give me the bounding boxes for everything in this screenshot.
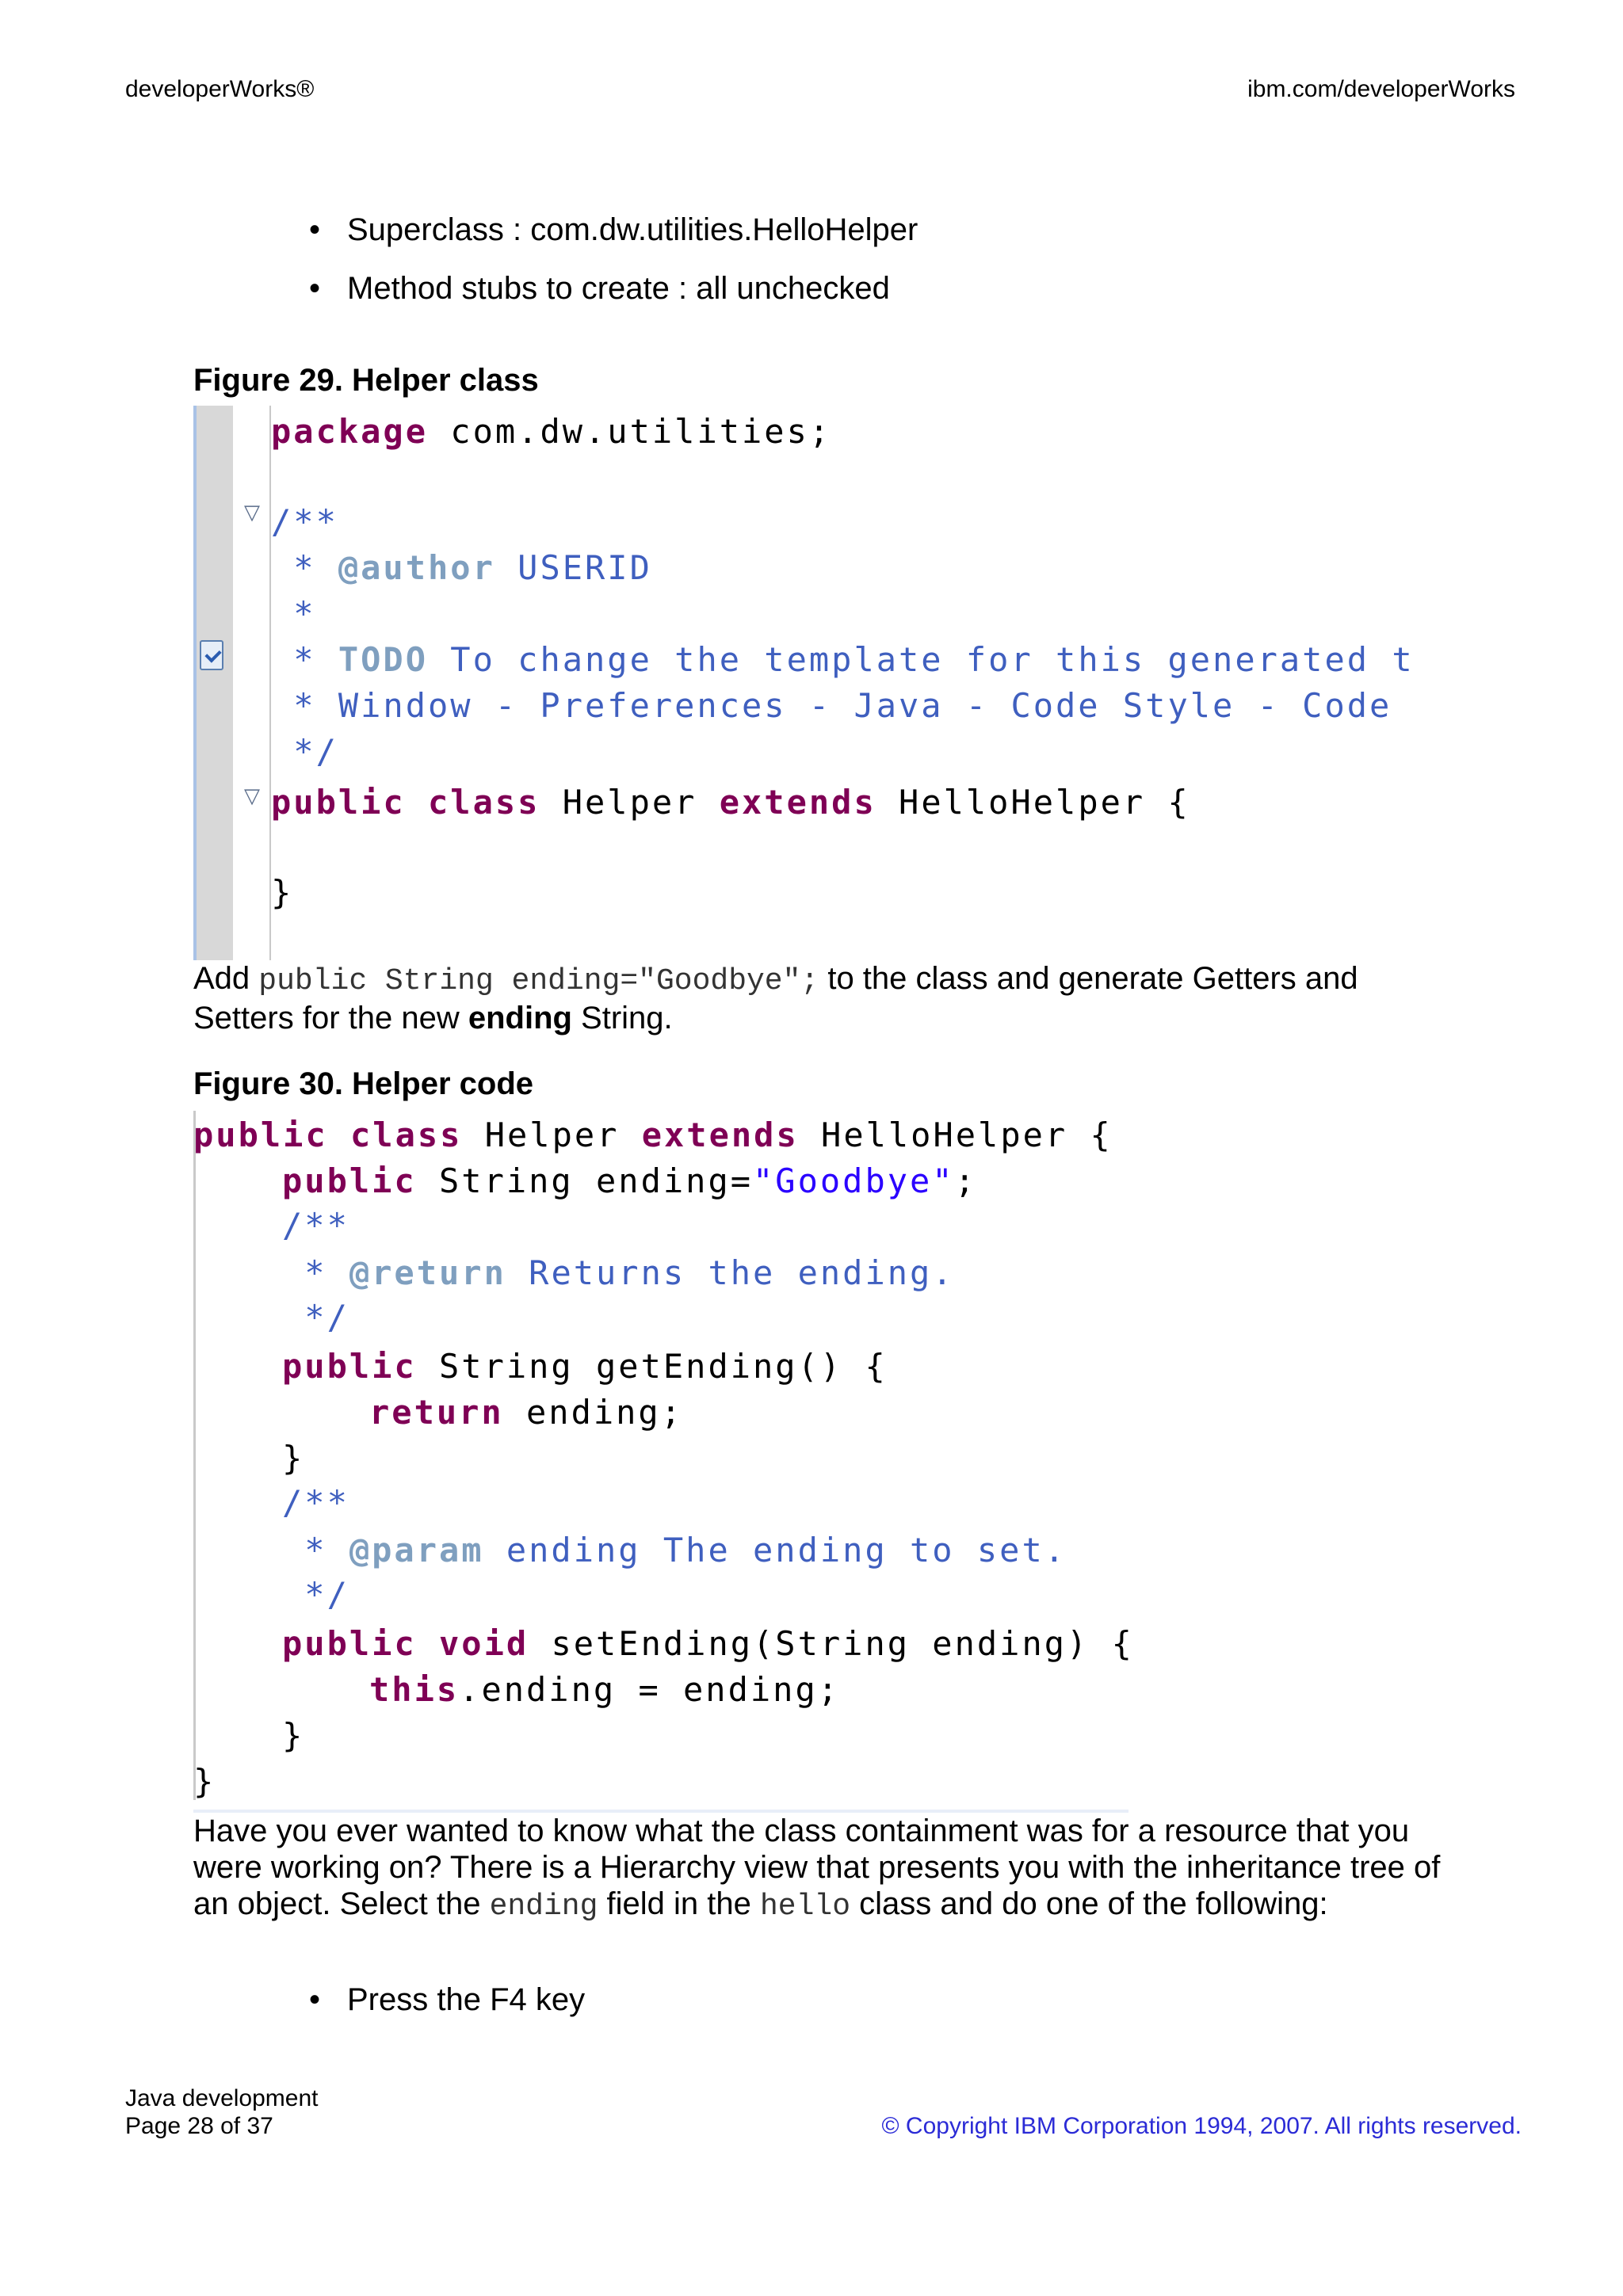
figure-30-caption: Figure 30. Helper code [193,1066,534,1101]
code-line: public String ending="Goodbye"; [282,1161,977,1200]
code-line: public void setEnding(String ending) { [282,1624,1134,1663]
inline-code: hello [759,1890,851,1924]
code-line: return ending; [369,1393,684,1432]
list-item-text: Press the F4 key [347,1982,586,2017]
code-line: } [193,1762,216,1801]
code-line: package com.dw.utilities; [271,412,832,451]
fold-collapse-icon[interactable]: ▽ [244,501,260,524]
header-brand: developerWorks® [125,76,315,102]
code-line: /** [282,1206,349,1245]
code-line: } [282,1439,305,1478]
bullet-dot-icon: • [309,271,321,306]
code-line: * @author USERID [271,548,652,587]
code-line: /** [271,502,338,541]
code-line: * @return Returns the ending. [282,1253,955,1292]
code-line: } [271,873,294,912]
figure-29-code-screenshot [193,406,1415,960]
footer-doc-title: Java development [125,2085,319,2111]
code-line: public class Helper extends HelloHelper { [271,783,1190,822]
footer-page-number: Page 28 of 37 [125,2113,273,2139]
editor-edge [193,1111,196,1800]
figure-30-code-screenshot [193,1111,1247,1816]
code-line: /** [282,1483,349,1522]
inline-code: ending [489,1890,598,1924]
fold-collapse-icon[interactable]: ▽ [244,784,260,808]
code-line: * TODO To change the template for this generated t [271,640,1415,679]
code-line: this.ending = ending; [369,1670,841,1709]
code-line: } [282,1716,305,1755]
paragraph: Have you ever wanted to know what the class containment was for a resource that you were working on? There is a Hierarchy view that presents you with the inheritance tree of an object. Select the ending field in the hello class and do one of the following: [193,1814,1441,1924]
bullet-dot-icon: • [309,212,321,247]
list-item-text: Superclass : com.dw.utilities.HelloHelper [347,212,918,247]
bold-term: ending [468,1001,572,1035]
code-line: */ [271,732,338,771]
task-marker-icon [200,640,223,670]
code-line: public class Helper extends HelloHelper { [193,1116,1113,1154]
code-line: */ [282,1575,349,1614]
list-item-text: Method stubs to create : all unchecked [347,271,890,306]
code-line: */ [282,1298,349,1337]
header-site-url: ibm.com/developerWorks [1247,76,1515,102]
code-line: * Window - Preferences - Java - Code Style - Code [271,686,1392,725]
figure-29-caption: Figure 29. Helper class [193,363,539,398]
code-line: public String getEnding() { [282,1347,888,1386]
bullet-dot-icon: • [309,1982,321,2017]
code-line: * @param ending The ending to set. [282,1531,1067,1569]
inline-code: public String ending="Goodbye"; [258,964,819,998]
code-line: * [271,594,316,633]
editor-ruler [197,406,233,960]
footer-copyright-link[interactable]: © Copyright IBM Corporation 1994, 2007. All rights reserved. [881,2113,1522,2139]
paragraph: Add public String ending="Goodbye"; to the class and generate Getters and Setters for the new ending String. [193,961,1358,1035]
